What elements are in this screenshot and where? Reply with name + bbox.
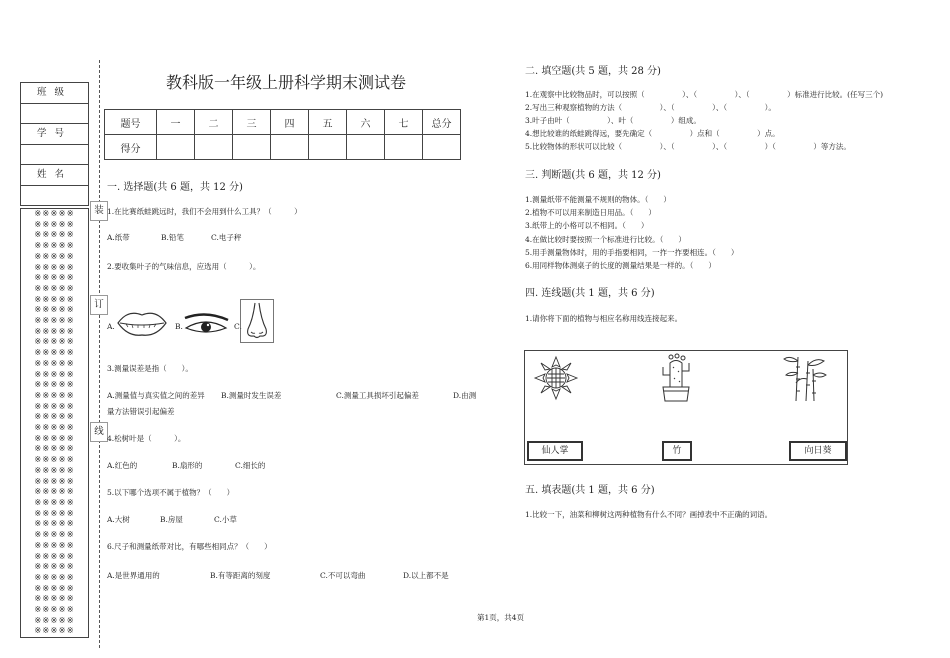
q6-option-c: C.不可以弯曲	[320, 571, 366, 580]
star-row: ※※※※※	[34, 390, 75, 401]
star-row: ※※※※※	[34, 337, 75, 348]
section5-heading: 五. 填表题(共 1 题，共 6 分)	[525, 485, 655, 496]
section5-instruction: 1.比较一下，油菜和柳树这两种植物有什么不同？画掉表中不正确的词语。	[525, 510, 773, 519]
q4-option-b: B.扇形的	[172, 461, 203, 470]
eye-icon	[182, 312, 230, 336]
q2-option-a: A.	[107, 322, 115, 331]
score-header-cell: 二	[195, 110, 233, 135]
q3-option-b: B.测量时发生误差	[221, 391, 282, 400]
section4-instruction: 1.请你将下面的植物与相应名称用线连接起来。	[525, 314, 683, 323]
mouth-icon	[114, 305, 170, 341]
star-row: ※※※※※	[34, 497, 75, 508]
q6-option-a: A.是世界通用的	[107, 571, 160, 580]
score-cell[interactable]	[195, 135, 233, 160]
judge-3: 3.纸带上的小格可以不相同。（ ）	[525, 221, 649, 230]
fill-blank-5: 5.比较物体的形状可以比较（ ）、（ ）、（ ）（ ）等方法。	[525, 142, 851, 151]
score-cell[interactable]	[233, 135, 271, 160]
fill-blank-3: 3.叶子由叶（ ）、叶（ ）组成。	[525, 116, 701, 125]
star-row: ※※※※※	[34, 455, 75, 466]
star-row: ※※※※※	[34, 583, 75, 594]
page-footer: 第1页，共4页	[477, 613, 525, 622]
score-header-cell: 六	[347, 110, 385, 135]
class-label: 班级	[21, 83, 88, 104]
q5-option-a: A.大树	[107, 515, 130, 524]
star-row: ※※※※※	[34, 209, 75, 219]
name-field[interactable]	[21, 186, 88, 205]
score-header-cell: 四	[271, 110, 309, 135]
student-info-box	[20, 82, 89, 206]
q1-option-c: C.电子秤	[211, 233, 242, 242]
star-row: ※※※※※	[34, 251, 75, 262]
star-row: ※※※※※	[34, 219, 75, 230]
q3-option-a: A.测量值与真实值之间的差异	[107, 391, 205, 400]
label-bamboo[interactable]: 竹	[662, 441, 692, 461]
judge-6: 6.用同样物体测桌子的长度的测量结果是一样的。（ ）	[525, 261, 716, 270]
star-row: ※※※※※	[34, 294, 75, 305]
sunflower-icon	[533, 354, 579, 402]
section1-heading: 一. 选择题(共 6 题，共 12 分)	[107, 182, 243, 193]
score-cell[interactable]	[385, 135, 423, 160]
nose-icon	[240, 299, 274, 343]
score-cell[interactable]	[309, 135, 347, 160]
star-row: ※※※※※	[34, 487, 75, 498]
q3-option-d-continued: 量方法错误引起偏差	[107, 407, 175, 416]
binding-char-zhuang: 装	[90, 201, 108, 221]
fill-blank-1: 1.在观察中比较物品时，可以按照（ ）、（ ）、（ ）标准进行比较。(任写三个)	[525, 90, 884, 99]
section4-heading: 四. 连线题(共 1 题，共 6 分)	[525, 288, 655, 299]
star-row: ※※※※※	[34, 508, 75, 519]
star-row: ※※※※※	[34, 273, 75, 284]
judge-5: 5.用手测量物体时，用的手指要相同，一拃一拃要相连。（ ）	[525, 248, 739, 257]
q3-option-d: D.由测	[453, 391, 477, 400]
q4-option-a: A.红色的	[107, 461, 138, 470]
score-cell[interactable]	[347, 135, 385, 160]
star-row: ※※※※※	[34, 444, 75, 455]
star-row: ※※※※※	[34, 551, 75, 562]
question-1: 1.在比赛纸蛙跳远时，我们不会用到什么工具？（ ）	[107, 207, 302, 216]
question-2: 2.要收集叶子的气味信息，应选用（ ）。	[107, 262, 261, 271]
star-row: ※※※※※	[34, 316, 75, 327]
q6-option-b: B.有等距离的刻度	[210, 571, 271, 580]
fill-blank-2: 2.写出三种观察植物的方法（ ）、（ ）、（ ）。	[525, 103, 776, 112]
star-row: ※※※※※	[34, 230, 75, 241]
student-number-label: 学号	[21, 124, 88, 145]
score-table-header-row	[105, 110, 461, 135]
label-cactus[interactable]: 仙人掌	[527, 441, 583, 461]
q2-option-c: C.	[234, 322, 242, 331]
star-row: ※※※※※	[34, 433, 75, 444]
cactus-icon	[658, 353, 694, 403]
section2-heading: 二. 填空题(共 5 题，共 28 分)	[525, 66, 661, 77]
star-row: ※※※※※	[34, 476, 75, 487]
star-row: ※※※※※	[34, 412, 75, 423]
star-row: ※※※※※	[34, 626, 75, 637]
page-title: 教科版一年级上册科学期末测试卷	[166, 73, 407, 92]
star-row: ※※※※※	[34, 262, 75, 273]
score-header-cell: 三	[233, 110, 271, 135]
judge-2: 2.植物不可以用来制造日用品。（ ）	[525, 208, 656, 217]
star-row: ※※※※※	[34, 423, 75, 434]
q5-option-b: B.房屋	[160, 515, 183, 524]
star-row: ※※※※※	[34, 540, 75, 551]
student-number-field[interactable]	[21, 145, 88, 165]
score-header-cell: 七	[385, 110, 423, 135]
score-header-cell: 题号	[105, 110, 157, 135]
star-row: ※※※※※	[34, 348, 75, 359]
label-sunflower[interactable]: 向日葵	[789, 441, 847, 461]
star-row: ※※※※※	[34, 605, 75, 616]
star-row: ※※※※※	[34, 465, 75, 476]
star-row: ※※※※※	[34, 562, 75, 573]
score-cell[interactable]	[271, 135, 309, 160]
score-cell[interactable]	[157, 135, 195, 160]
binding-star-strip	[20, 208, 89, 638]
class-field[interactable]	[21, 104, 88, 124]
judge-4: 4.在做比较时要按照一个标准进行比较。（ ）	[525, 235, 686, 244]
score-header-cell: 一	[157, 110, 195, 135]
star-row: ※※※※※	[34, 594, 75, 605]
star-row: ※※※※※	[34, 572, 75, 583]
matching-box	[524, 350, 848, 465]
question-5: 5.以下哪个选项不属于植物？（ ）	[107, 488, 235, 497]
q6-option-d: D.以上都不是	[403, 571, 449, 580]
score-table-score-row	[105, 135, 461, 160]
star-row: ※※※※※	[34, 369, 75, 380]
question-6: 6.尺子和测量纸带对比，有哪些相同点？（ ）	[107, 542, 272, 551]
star-row: ※※※※※	[34, 401, 75, 412]
binding-dashed-line	[99, 60, 100, 648]
star-row: ※※※※※	[34, 283, 75, 294]
question-4: 4.松树叶是（ ）。	[107, 434, 186, 443]
binding-char-ding: 订	[90, 295, 108, 315]
star-row: ※※※※※	[34, 615, 75, 626]
star-row: ※※※※※	[34, 380, 75, 391]
star-row: ※※※※※	[34, 530, 75, 541]
q1-option-a: A.纸带	[107, 233, 130, 242]
bamboo-icon	[780, 353, 828, 403]
q3-option-c: C.测量工具损坏引起偏差	[336, 391, 419, 400]
question-3: 3.测量误差是指（ ）。	[107, 364, 193, 373]
score-row-label: 得分	[105, 135, 157, 160]
judge-1: 1.测量纸带不能测量不规则的物体。（ ）	[525, 195, 671, 204]
star-row: ※※※※※	[34, 305, 75, 316]
score-table	[104, 109, 461, 160]
q4-option-c: C.细长的	[235, 461, 266, 470]
score-cell[interactable]	[423, 135, 461, 160]
score-header-cell: 总分	[423, 110, 461, 135]
q5-option-c: C.小草	[214, 515, 237, 524]
score-header-cell: 五	[309, 110, 347, 135]
q2-option-b: B.	[175, 322, 183, 331]
section3-heading: 三. 判断题(共 6 题，共 12 分)	[525, 170, 661, 181]
star-row: ※※※※※	[34, 241, 75, 252]
star-row: ※※※※※	[34, 519, 75, 530]
star-row: ※※※※※	[34, 358, 75, 369]
star-row: ※※※※※	[34, 326, 75, 337]
name-label: 姓名	[21, 165, 88, 186]
q1-option-b: B.铅笔	[161, 233, 184, 242]
binding-char-xian: 线	[90, 422, 108, 442]
fill-blank-4: 4.想比较谁的纸蛙跳得远，要先确定（ ）点和（ ）点。	[525, 129, 780, 138]
